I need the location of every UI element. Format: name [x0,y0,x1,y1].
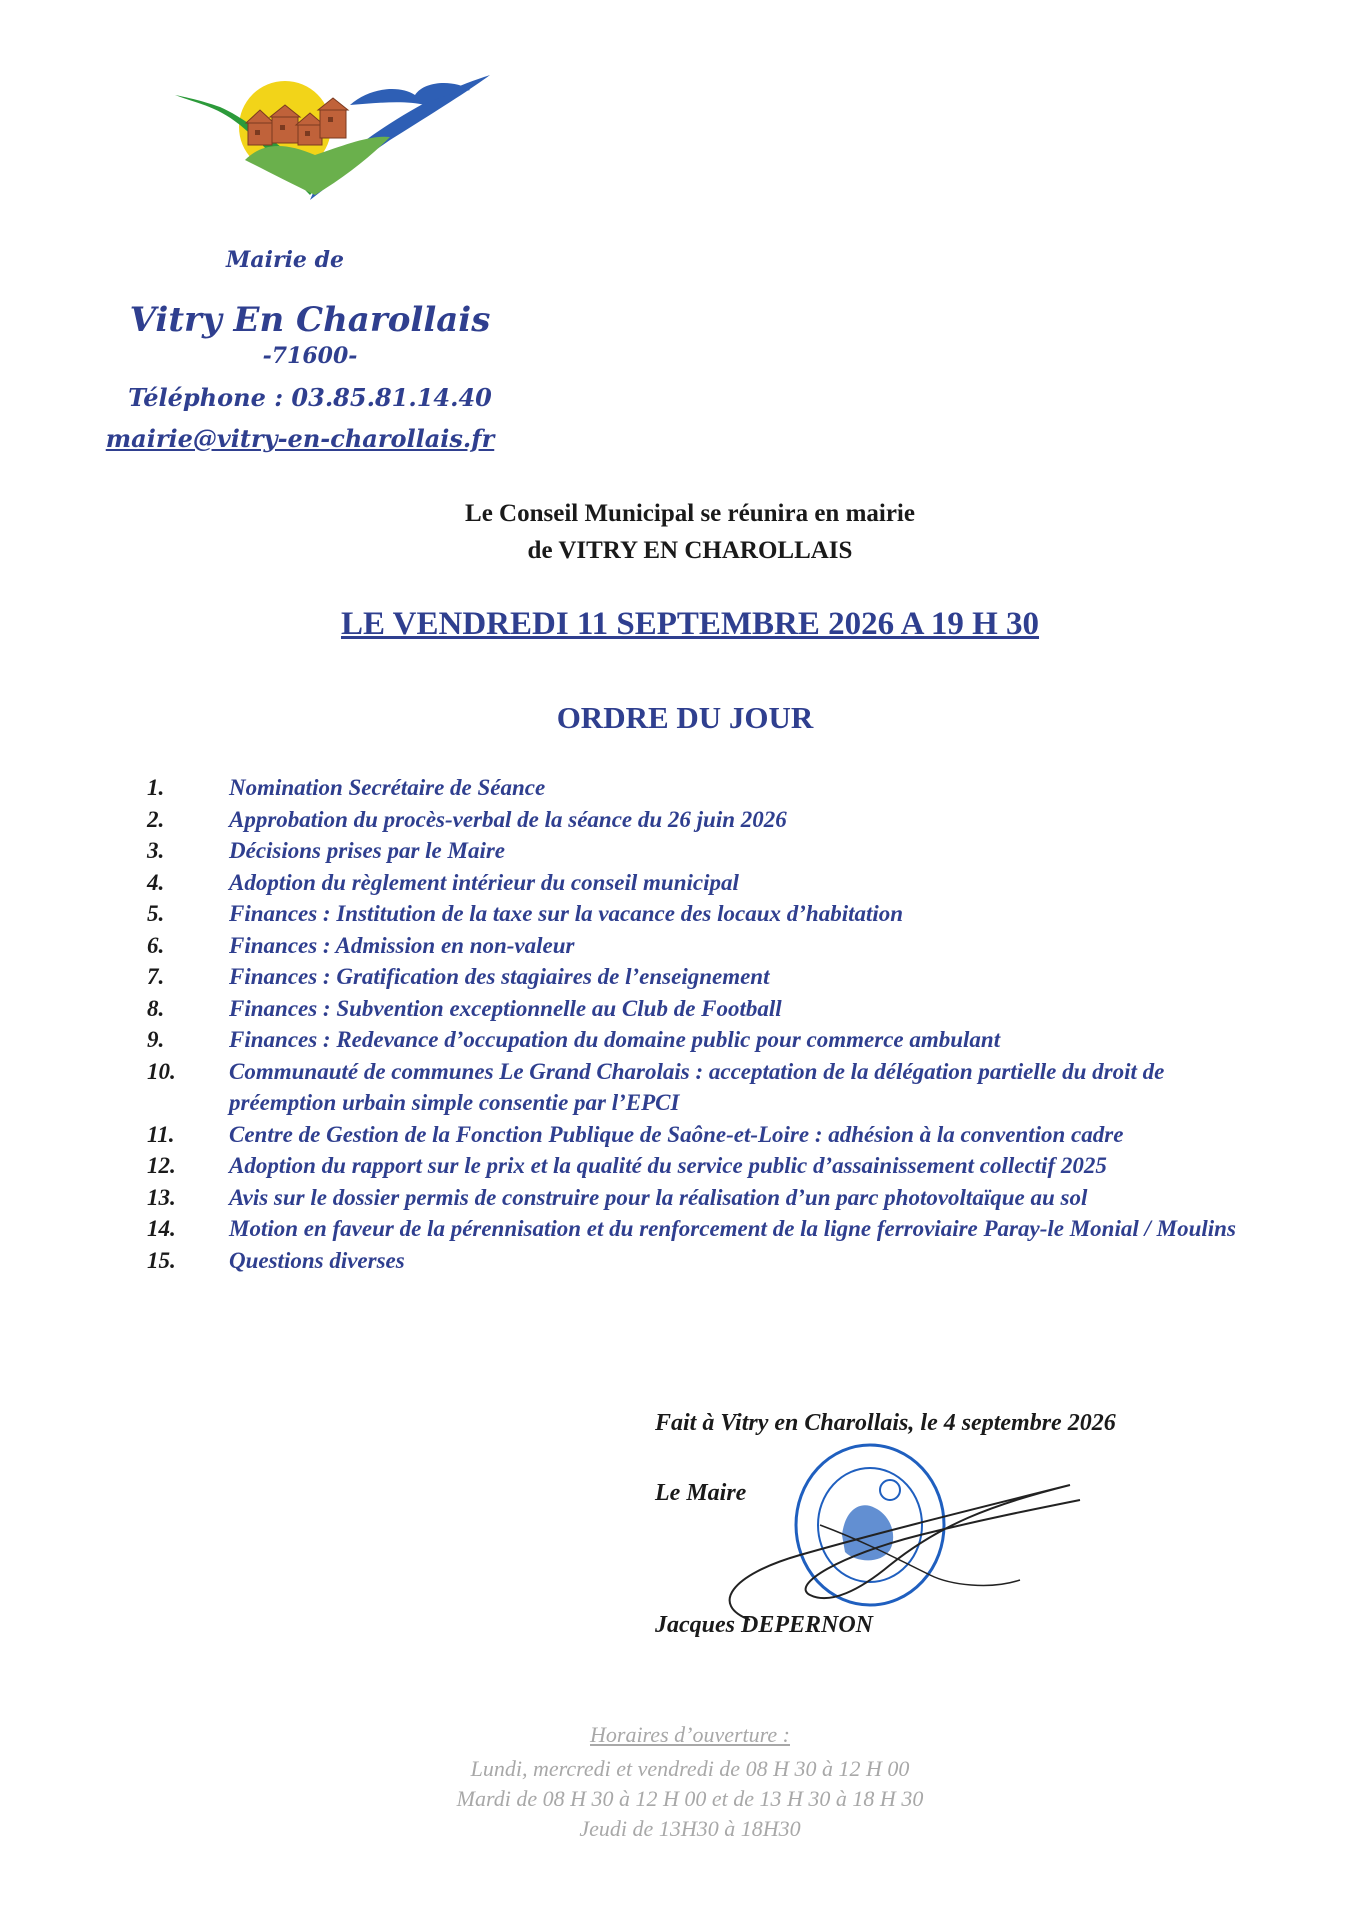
mairie-de-label: Mairie de [226,247,344,273]
agenda-item-text: Finances : Admission en non-valeur [229,932,575,958]
agenda-item-text: Décisions prises par le Maire [229,838,505,863]
agenda-item-number: 4. [147,869,165,895]
email-link[interactable]: mairie@vitry-en-charollais.fr [105,424,495,453]
agenda-item [147,961,1267,993]
phone-number: Téléphone : 03.85.81.14.40 [128,383,492,412]
agenda-item-text: Questions diverses [229,1247,405,1273]
agenda-item [147,1056,1267,1119]
agenda-item-number: 15. [147,1247,176,1273]
agenda-item [147,1213,1267,1245]
agenda-item-text: Finances : Subvention exceptionnelle au Club de Football [229,995,782,1021]
agenda-item-text: Centre de Gestion de la Fonction Publique de Saône-et-Loire : adhésion à la convention cadre [229,1121,1124,1147]
mayor-signature [690,1455,1090,1635]
hours-title: Horaires d’ouverture : [590,1722,790,1747]
commune-logo [170,65,500,205]
agenda-item-number: 10. [147,1058,176,1084]
agenda-item-number: 12. [147,1153,176,1178]
agenda-item [147,772,1267,804]
agenda-item-number: 8. [147,995,165,1021]
agenda-item [147,835,1267,867]
intro-line-1: Le Conseil Municipal se réunira en mairie [465,500,915,527]
agenda-item [147,1024,1267,1056]
agenda-title: ORDRE DU JOUR [556,700,814,735]
agenda-item-text: Adoption du règlement intérieur du conseil municipal [229,869,739,895]
agenda-item-text: Approbation du procès-verbal de la séance du 26 juin 2026 [229,806,787,832]
agenda-item-number: 13. [147,1184,176,1210]
mayor-title: Le Maire [655,1480,747,1506]
agenda-item-number: 7. [147,964,165,989]
agenda-item [147,804,1267,836]
agenda-item-number: 2. [147,806,165,832]
agenda-item-text: Finances : Gratification des stagiaires de l’enseignement [229,964,770,989]
agenda-item [147,867,1267,899]
hours-line-2: Mardi de 08 H 30 à 12 H 00 et de 13 H 30 à 18 H 30 [456,1786,924,1811]
agenda-item [147,1150,1267,1182]
agenda-item-text: Communauté de communes Le Grand Charolais : acceptation de la délégation partielle du droit de préemption urbain simple consentie par l’EPCI [229,1058,1165,1115]
agenda-item [147,993,1267,1025]
meeting-date: LE VENDREDI 11 SEPTEMBRE 2026 A 19 H 30 [340,606,1040,642]
agenda-item-number: 6. [147,932,165,958]
agenda-item [147,1182,1267,1214]
agenda-item-number: 3. [147,838,165,863]
intro-line-2: de VITRY EN CHAROLLAIS [527,537,853,564]
agenda-item [147,898,1267,930]
place-date: Fait à Vitry en Charollais, le 4 septembre 2026 [655,1410,1116,1436]
agenda-item-text: Finances : Institution de la taxe sur la vacance des locaux d’habitation [229,901,904,926]
agenda-item-number: 14. [147,1216,176,1241]
agenda-item-text: Nomination Secrétaire de Séance [229,775,546,800]
agenda-item-number: 1. [147,775,165,800]
postcode: -71600- [262,343,358,369]
agenda-item-text: Motion en faveur de la pérennisation et du renforcement de la ligne ferroviaire Paray-le Monial / Moulins [229,1216,1236,1241]
agenda-item-text: Finances : Redevance d’occupation du domaine public pour commerce ambulant [229,1027,1001,1052]
agenda-item [147,1119,1267,1151]
agenda-item [147,930,1267,962]
hours-line-3: Jeudi de 13H30 à 18H30 [579,1816,801,1841]
agenda-item-number: 11. [147,1121,175,1147]
commune-name: Vitry En Charollais [129,300,491,340]
agenda-item [147,1245,1267,1277]
hours-line-1: Lundi, mercredi et vendredi de 08 H 30 à 12 H 00 [470,1756,910,1781]
agenda-item-text: Avis sur le dossier permis de construire pour la réalisation d’un parc photovoltaïque au sol [229,1184,1088,1210]
agenda-list [147,772,1267,1276]
agenda-item-number: 9. [147,1027,165,1052]
agenda-item-text: Adoption du rapport sur le prix et la qualité du service public d’assainissement collectif 2025 [229,1153,1107,1178]
mayor-name: Jacques DEPERNON [655,1612,874,1638]
agenda-item-number: 5. [147,901,165,926]
